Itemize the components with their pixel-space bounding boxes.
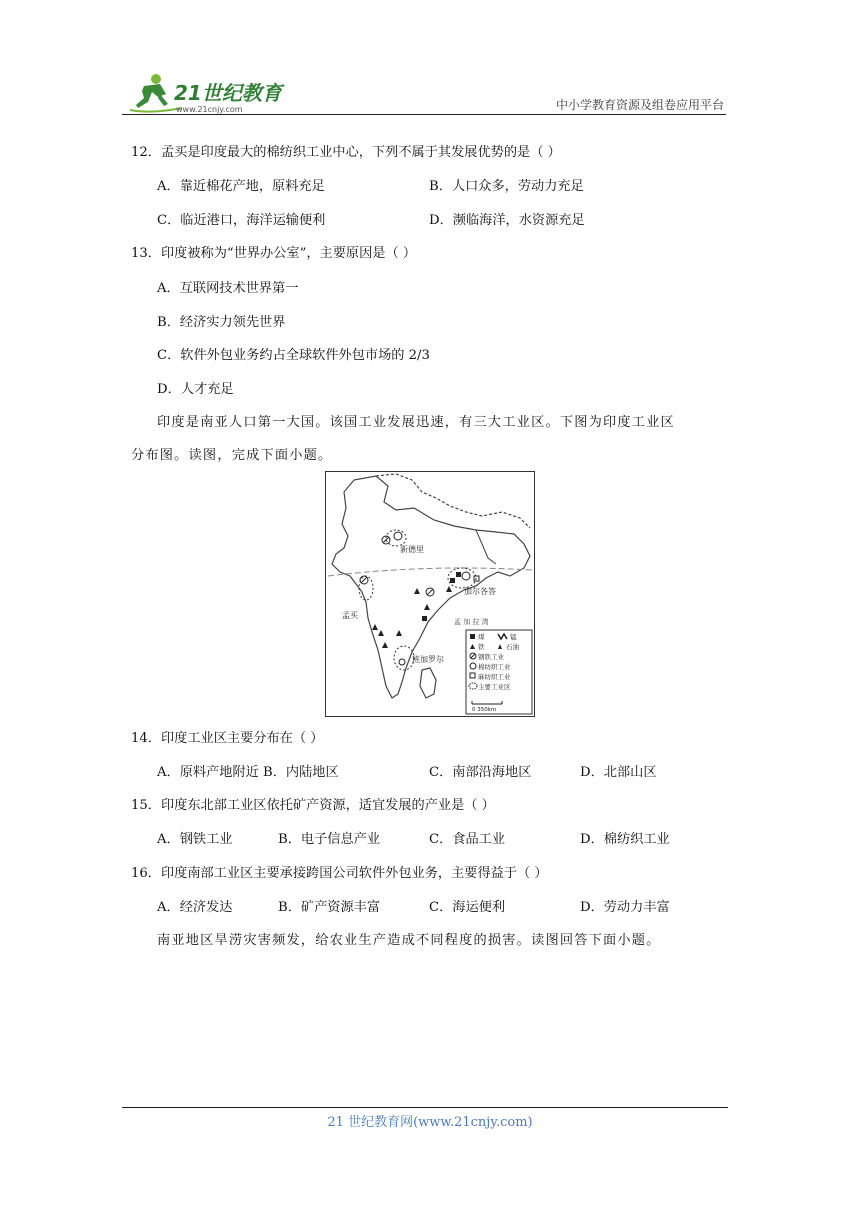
question-13-option-b: B．经济实力领先世界 (157, 315, 286, 330)
legend-jute: 麻纺织工业 (478, 673, 511, 681)
question-12-stem: 12．孟买是印度最大的棉纺织工业中心，下列不属于其发展优势的是（ ） (131, 145, 561, 160)
map-label-new-delhi: 新德里 (400, 545, 424, 554)
legend-oil: 石油 (506, 643, 519, 651)
legend-coal: 煤 (478, 633, 485, 641)
map-label-bay-of-bengal: 孟 加 拉 湾 (454, 618, 489, 626)
question-14-stem: 14．印度工业区主要分布在（ ） (131, 731, 324, 746)
passage-india-line-1: 印度是南亚人口第一大国。该国工业发展迅速，有三大工业区。下图为印度工业区 (157, 415, 675, 430)
question-13-option-a: A．互联网技术世界第一 (157, 281, 299, 296)
header-divider (122, 114, 726, 115)
question-16-option-d: D．劳动力丰富 (580, 900, 670, 915)
question-13-stem: 13．印度被称为“世界办公室”，主要原因是（ ） (131, 246, 417, 261)
question-15-option-d: D．棉纺织工业 (580, 832, 670, 847)
legend-iron: 铁 (478, 643, 485, 651)
legend-cotton: 棉纺织工业 (478, 663, 511, 671)
map-legend (466, 630, 532, 714)
question-15-option-b: B．电子信息产业 (278, 832, 381, 847)
question-16-option-b: B．矿产资源丰富 (278, 900, 381, 915)
logo-url: www.21cnjy.com (176, 105, 243, 114)
map-label-kolkata: 加尔各答 (464, 587, 496, 596)
legend-manganese: 锰 (510, 633, 517, 641)
question-16-stem: 16．印度南部工业区主要承接跨国公司软件外包业务，主要得益于（ ） (131, 866, 548, 881)
logo-title: 21世纪教育 (174, 81, 282, 105)
map-scale: 0 350km (472, 707, 497, 713)
legend-steel: 钢铁工业 (478, 653, 504, 661)
question-14-option-c: C．南部沿海地区 (429, 765, 532, 780)
question-13-option-d: D．人才充足 (157, 382, 234, 397)
india-industrial-map (325, 471, 535, 717)
map-label-bangalore: 班加罗尔 (412, 655, 444, 664)
footer-site-link[interactable]: 21 世纪教育网(www.21cnjy.com) (327, 1115, 533, 1130)
question-12-option-d: D．濒临海洋，水资源充足 (429, 213, 585, 228)
passage-india-line-2: 分布图。读图，完成下面小题。 (131, 448, 333, 463)
question-15-option-c: C．食品工业 (429, 832, 506, 847)
question-14-option-d: D．北部山区 (580, 765, 657, 780)
question-15-stem: 15．印度东北部工业区依托矿产资源，适宜发展的产业是（ ） (131, 798, 495, 813)
question-15-option-a: A．钢铁工业 (157, 832, 233, 847)
question-16-option-a: A．经济发达 (157, 900, 233, 915)
site-logo (122, 70, 290, 116)
question-12-option-b: B．人口众多，劳动力充足 (429, 179, 584, 194)
question-12-option-c: C．临近港口，海洋运输便利 (157, 213, 326, 228)
map-label-mumbai: 孟买 (342, 611, 358, 620)
header-site-name: 中小学教育资源及组卷应用平台 (555, 98, 724, 112)
legend-industrial-zone: 主要工业区 (478, 683, 511, 691)
question-12-option-a: A．靠近棉花产地，原料充足 (157, 179, 325, 194)
question-13-option-c: C．软件外包业务约占全球软件外包市场的 2/3 (157, 348, 430, 363)
question-14-option-ab: A．原料产地附近 B．内陆地区 (157, 765, 339, 780)
passage-south-asia: 南亚地区旱涝灾害频发，给农业生产造成不同程度的损害。读图回答下面小题。 (157, 933, 661, 948)
footer-divider (122, 1107, 728, 1108)
question-16-option-c: C．海运便利 (429, 900, 506, 915)
